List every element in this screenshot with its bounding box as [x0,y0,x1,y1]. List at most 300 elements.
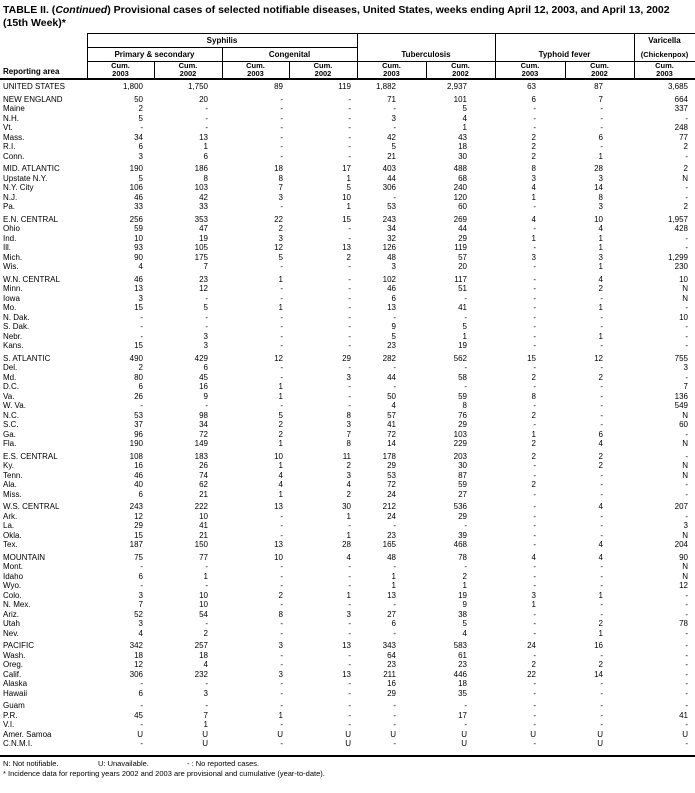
row-area-label: Md. [3,372,17,382]
cell-value: 12 [134,511,143,521]
table-section [0,275,695,351]
cell-value: 26 [134,391,143,401]
cell-value: - [393,192,396,202]
cell-value: 7 [138,600,143,609]
cell-value: 26 [199,461,208,470]
table-row [0,572,695,582]
cell-value: 4 [531,214,536,224]
cell-value: - [533,341,536,350]
col-group-varicella: Varicella [648,36,681,45]
cell-value: 3 [278,233,283,243]
row-area-label: Del. [3,363,18,372]
cell-value: 52 [134,609,143,619]
cell-value: - [533,274,536,284]
cell-value: 562 [453,353,467,363]
table-row [0,540,695,550]
cell-value: 583 [453,641,467,650]
cell-value: 59 [134,224,143,233]
cell-value: - [280,363,283,372]
cell-value: 4 [346,480,351,489]
table-row [0,701,695,711]
cell-value: 2 [683,202,688,211]
subcol-cum-label: Cum. [382,61,401,70]
cell-value: U [137,729,143,739]
cell-value: 77 [679,132,688,142]
cell-value: - [348,688,351,698]
row-area-label: E.S. CENTRAL [3,451,58,461]
row-area-label: NEW ENGLAND [3,94,63,104]
col-group-primary-secondary: Primary & secondary [114,50,195,59]
subcol-header [357,62,426,77]
row-area-label: Mass. [3,132,25,142]
cell-value: 190 [129,164,143,173]
cell-value: - [393,720,396,729]
cell-value: 76 [458,410,467,420]
row-area-label: Nev. [3,628,19,638]
cell-value: 1 [462,581,467,590]
cell-value: - [533,322,536,331]
subcol-cum-label: Cum. [590,61,609,70]
cell-value: 41 [458,303,467,312]
table-row [0,174,695,184]
subcol-year-label: 2003 [656,68,673,78]
cell-value: 50 [134,94,143,104]
cell-value: 10 [679,274,688,284]
cell-value: 30 [458,461,467,470]
row-area-label: D.C. [3,382,19,391]
cell-value: 282 [382,353,396,363]
cell-value: 8 [346,410,351,420]
cell-value: - [464,521,467,530]
cell-value: 120 [453,192,467,202]
cell-value: 269 [453,214,467,224]
cell-value: - [393,312,396,322]
cell-value: 3 [531,252,536,262]
cell-value: 72 [387,480,396,489]
cell-value: - [685,451,688,461]
row-area-label: Mo. [3,303,17,312]
cell-value: 51 [458,284,467,293]
cell-value: 60 [679,420,688,429]
cell-value: - [533,224,536,233]
cell-value: - [685,489,688,499]
cell-value: - [393,710,396,720]
cell-value: 57 [387,410,396,420]
row-area-label: N.C. [3,410,19,420]
cell-value: - [348,233,351,243]
cell-value: 78 [458,552,467,562]
cell-value: 6 [391,619,396,628]
cell-value: 207 [674,502,688,511]
cell-value: 4 [531,552,536,562]
cell-value: - [140,679,143,688]
table-row [0,202,695,212]
row-area-label: Nebr. [3,331,23,341]
cell-value: 186 [194,164,208,173]
cell-value: 20 [458,262,467,271]
cell-value: 5 [203,303,208,312]
cell-value: 2 [138,363,143,372]
cell-value: 27 [387,609,396,619]
table-row [0,262,695,272]
table-row [0,591,695,601]
cell-value: - [600,312,603,322]
cell-value: - [348,720,351,729]
table-section [0,452,695,500]
cell-value: - [685,660,688,669]
cell-value: - [280,650,283,660]
cell-value: 10 [274,552,283,562]
row-area-label: Conn. [3,151,25,161]
cell-value: - [685,322,688,331]
col-group-varicella-sub: (Chickenpox) [640,50,689,59]
cell-value: - [533,331,536,341]
cell-value: - [533,609,536,619]
table-row [0,341,695,351]
cell-value: 29 [387,461,396,470]
cell-value: - [348,391,351,401]
cell-value: 63 [527,82,536,91]
cell-value: - [533,461,536,470]
cell-value: 10 [199,511,208,521]
title-week: (15th Week)* [3,17,66,29]
cell-value: 1 [598,233,603,243]
table-row [0,629,695,639]
cell-value: 2 [598,619,603,628]
cell-value: - [280,530,283,540]
cell-value: 429 [194,353,208,363]
cell-value: - [280,142,283,151]
table-row [0,224,695,234]
cell-value: 13 [342,669,351,679]
cell-value: U [597,729,603,739]
cell-value: 3 [598,173,603,183]
cell-value: 2 [278,590,283,600]
cell-value: 72 [387,429,396,439]
table-row [0,452,695,462]
cell-value: 28 [594,164,603,173]
cell-value: 12 [679,581,688,590]
subcol-year-label: 2002 [314,68,332,78]
cell-value: 1 [346,511,351,521]
cell-value: 68 [458,173,467,183]
cell-value: 33 [134,202,143,211]
cell-value: - [348,650,351,660]
cell-value: - [533,420,536,429]
cell-value: - [685,183,688,192]
cell-value: - [685,341,688,350]
cell-value: - [348,679,351,688]
cell-value: U [390,729,396,739]
cell-value: 14 [387,439,396,448]
cell-value: 9 [203,391,208,401]
cell-value: - [533,202,536,211]
row-area-label: Pa. [3,202,16,211]
cell-value: 490 [129,353,143,363]
cell-value: N [682,293,688,303]
cell-value: 106 [129,183,143,192]
cell-value: 41 [199,521,208,530]
cell-value: 203 [453,451,467,461]
cell-value: 3 [346,609,351,619]
cell-value: 7 [683,382,688,391]
cell-value: 46 [134,192,143,202]
cell-value: 38 [458,609,467,619]
cell-value: - [205,322,208,331]
cell-value: - [205,104,208,113]
table-row [0,581,695,591]
cell-value: - [533,489,536,499]
cell-value: - [140,331,143,341]
cell-value: 2 [598,660,603,669]
cell-value: 3 [278,669,283,679]
cell-value: - [348,571,351,581]
table-row [0,95,695,105]
cell-value: - [140,720,143,729]
cell-value: - [280,619,283,628]
cell-value: - [464,293,467,303]
row-area-label: UNITED STATES [3,82,65,91]
cell-value: - [685,688,688,698]
cell-value: 50 [387,391,396,401]
cell-value: - [280,284,283,293]
row-area-label: Hawaii [3,688,28,698]
cell-value: 29 [458,511,467,521]
cell-value: U [345,729,351,739]
cell-value: - [140,739,143,748]
cell-value: 16 [199,382,208,391]
cell-value: 1 [203,571,208,581]
cell-value: - [280,262,283,271]
cell-value: 2,937 [446,82,467,91]
cell-value: 1 [462,123,467,132]
cell-value: U [345,739,351,748]
cell-value: - [393,363,396,372]
table-row [0,610,695,620]
table-row [0,303,695,313]
cell-value: - [600,511,603,521]
cell-value: - [600,679,603,688]
cell-value: 13 [387,303,396,312]
cell-value: U [682,729,688,739]
cell-value: 187 [129,540,143,549]
cell-value: 16 [134,461,143,470]
row-area-label: Minn. [3,284,23,293]
cell-value: 2 [531,142,536,151]
cell-value: 2 [531,151,536,161]
cell-value: 178 [382,451,396,461]
cell-value: 59 [458,391,467,401]
cell-value: 4 [531,183,536,192]
col-group-typhoid-fever: Typhoid fever [538,50,591,59]
cell-value: U [202,729,208,739]
cell-value: U [461,729,467,739]
row-area-label: N. Dak. [3,312,30,322]
cell-value: - [140,701,143,710]
table-row [0,660,695,670]
cell-value: 13 [342,641,351,650]
cell-value: 8 [462,401,467,410]
cell-value: 3 [138,293,143,303]
cell-value: - [280,341,283,350]
legend-no-cases: - : No reported cases. [187,759,260,768]
table-row [0,234,695,244]
cell-value: 46 [134,470,143,480]
cell-value: 48 [387,552,396,562]
cell-value: - [348,581,351,590]
cell-value: - [280,511,283,521]
legend-not-notifiable: N: Not notifiable. [3,759,59,768]
table-row [0,294,695,304]
cell-value: - [348,293,351,303]
row-area-label: Calif. [3,669,22,679]
cell-value: 1 [598,303,603,312]
cell-value: 1 [531,233,536,243]
row-area-label: PACIFIC [3,641,34,650]
cell-value: - [600,530,603,540]
cell-value: 230 [674,262,688,271]
cell-value: 53 [134,410,143,420]
cell-value: 4 [138,262,143,271]
cell-value: - [205,619,208,628]
cell-value: 5 [391,142,396,151]
cell-value: - [348,104,351,113]
cell-value: 7 [278,183,283,192]
cell-value: - [600,341,603,350]
cell-value: - [685,192,688,202]
cell-value: - [280,312,283,322]
table-section [0,354,695,449]
cell-value: - [280,202,283,211]
cell-value: - [140,123,143,132]
cell-value: N [682,571,688,581]
cell-value: 5 [462,619,467,628]
cell-value: - [205,581,208,590]
cell-value: 13 [199,132,208,142]
cell-value: 35 [458,688,467,698]
row-area-label: MID. ATLANTIC [3,164,60,173]
cell-value: - [685,233,688,243]
title-continued: Continued [55,4,108,16]
subcol-cum-label: Cum. [246,61,265,70]
table-row [0,651,695,661]
cell-value: 53 [387,470,396,480]
row-area-label: Ga. [3,429,16,439]
cell-value: 11 [342,451,351,461]
cell-value: - [600,420,603,429]
cell-value: - [685,480,688,489]
cell-value: - [533,293,536,303]
cell-value: 337 [674,104,688,113]
cell-value: 13 [274,502,283,511]
cell-value: 3 [138,151,143,161]
cell-value: 4 [391,401,396,410]
cell-value: 33 [199,202,208,211]
cell-value: - [685,641,688,650]
cell-value: - [348,151,351,161]
cell-value: N [682,284,688,293]
cell-value: 5 [138,113,143,123]
cell-value: - [280,571,283,581]
cell-value: - [280,293,283,303]
cell-value: 3 [346,470,351,480]
table-row [0,164,695,174]
table-row [0,502,695,512]
table-row [0,689,695,699]
cell-value: 190 [129,439,143,448]
cell-value: 13 [134,284,143,293]
cell-value: - [600,720,603,729]
cell-value: 1 [391,571,396,581]
cell-value: - [600,123,603,132]
cell-value: - [600,710,603,720]
cell-value: 75 [134,552,143,562]
cell-value: - [533,688,536,698]
cell-value: - [533,540,536,549]
cell-value: 44 [387,372,396,382]
cell-value: - [393,739,396,748]
page-title [3,4,681,30]
subcol-cum-label: Cum. [451,61,470,70]
cell-value: 2 [598,372,603,382]
cell-value: 232 [194,669,208,679]
cell-value: 15 [134,341,143,350]
cell-value: 61 [458,650,467,660]
cell-value: 23 [458,660,467,669]
cell-value: 41 [679,710,688,720]
cell-value: 23 [387,660,396,669]
cell-value: - [348,401,351,410]
cell-value: - [348,132,351,142]
subcol-header [565,62,634,77]
cell-value: 257 [194,641,208,650]
row-area-label: S. Dak. [3,322,30,331]
row-area-label: Okla. [3,530,22,540]
row-area-label: E.N. CENTRAL [3,214,59,224]
cell-value: - [533,650,536,660]
cell-value: N [682,173,688,183]
cell-value: - [348,331,351,341]
header-bottom-rule [0,78,695,80]
row-area-label: Utah [3,619,20,628]
row-area-label: Ill. [3,243,11,252]
table-section [0,164,695,212]
cell-value: - [533,382,536,391]
cell-value: - [685,609,688,619]
cell-value: 59 [458,480,467,489]
table-row [0,411,695,421]
cell-value: 7 [203,710,208,720]
cell-value: 3,685 [667,82,688,91]
cell-value: 10 [199,600,208,609]
cell-value: 1 [278,303,283,312]
cell-value: 3 [346,372,351,382]
row-area-label: La. [3,521,15,530]
cell-value: 1,882 [375,82,396,91]
cell-value: - [685,600,688,609]
cell-value: 6 [391,293,396,303]
cell-value: 22 [274,214,283,224]
subcol-cum-label: Cum. [313,61,333,70]
row-area-label: Colo. [3,590,22,600]
cell-value: - [205,701,208,710]
cell-value: 29 [342,353,351,363]
table-row [0,739,695,749]
subcol-year-label: 2002 [591,68,608,78]
cell-value: 2 [531,439,536,448]
cell-value: 22 [527,669,536,679]
row-area-label: N.J. [3,192,18,202]
